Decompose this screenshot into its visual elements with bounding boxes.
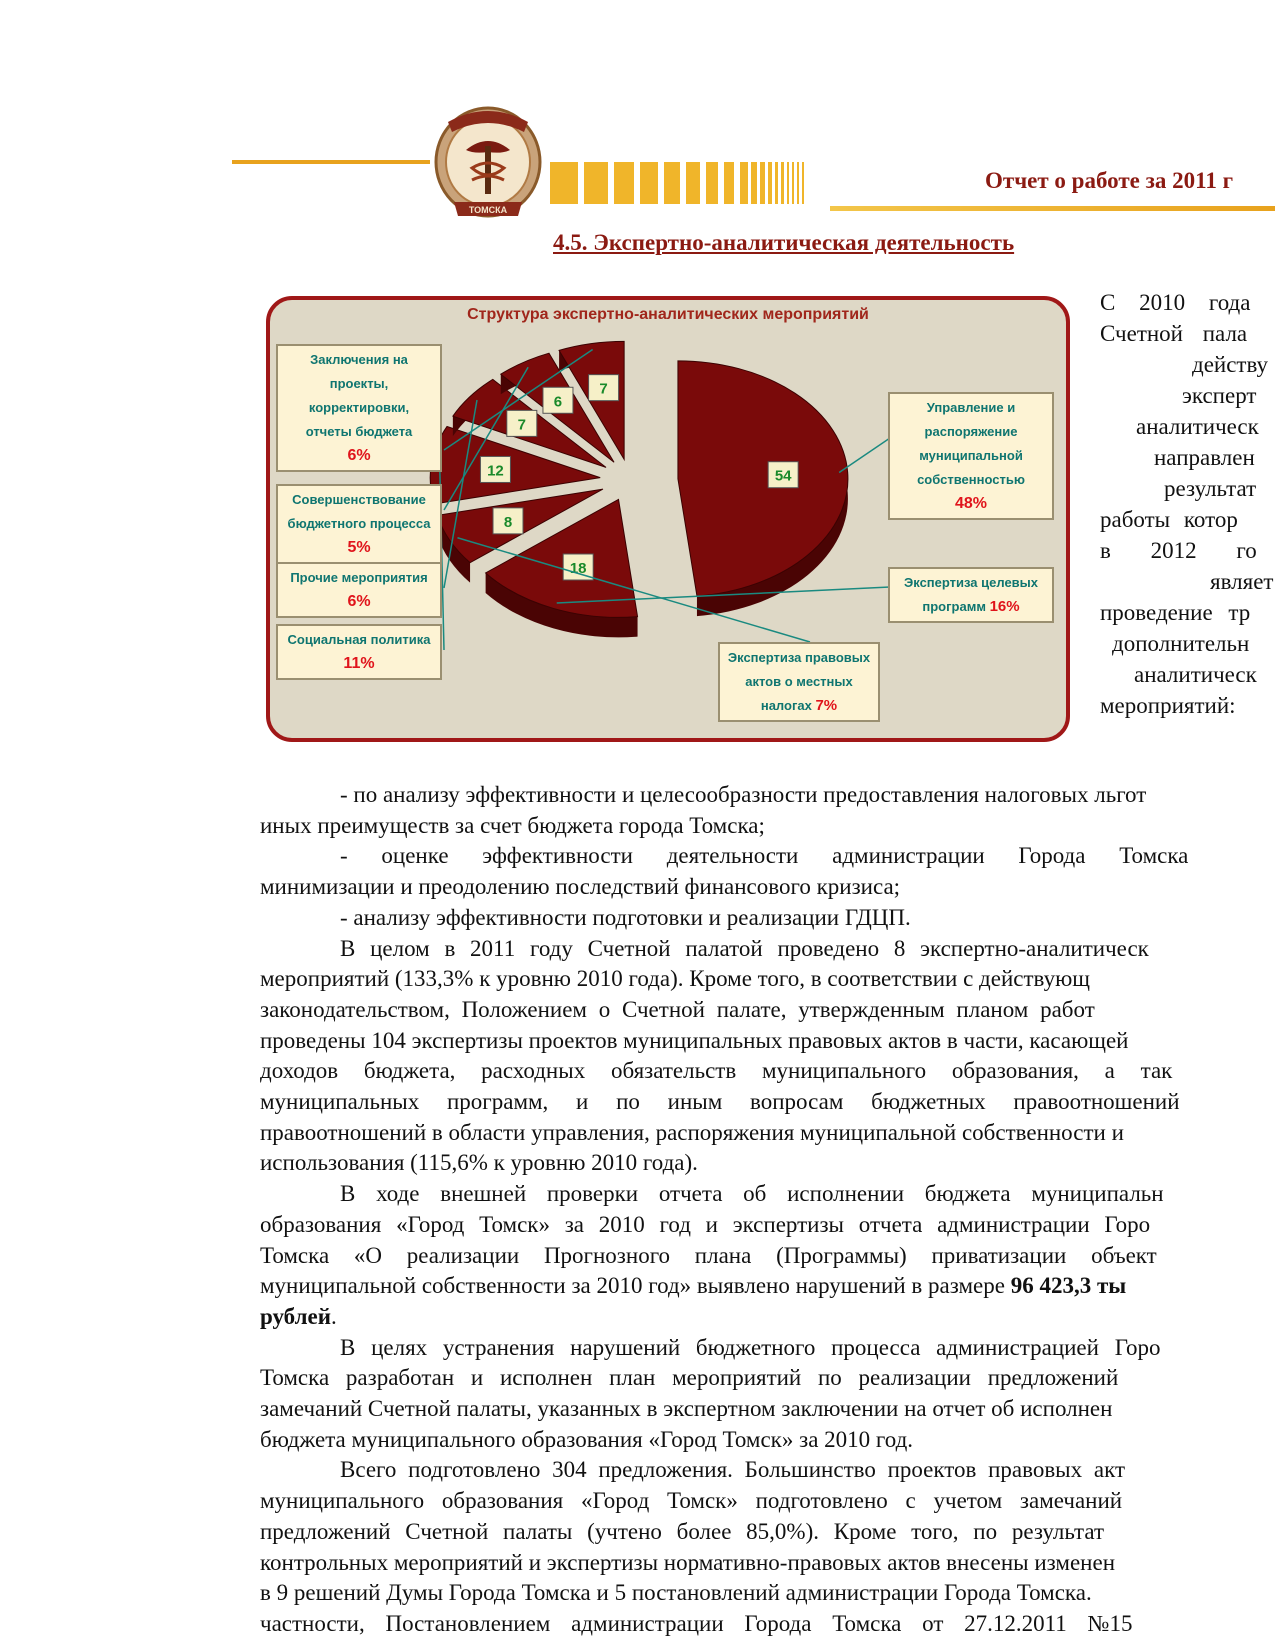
decor-bar [768,162,772,204]
emblem-icon [428,102,548,224]
text-line: иных преимуществ за счет бюджета города Томска; [260,812,765,838]
decor-bar [686,162,700,204]
value-label: 6 [553,393,563,411]
label-budget-conclusions [276,344,442,472]
label-line: отчеты бюджета [305,424,413,439]
label-line: Управление и [926,400,1016,415]
decor-bar [614,162,634,204]
label-line: программ [922,599,986,614]
label-line: распоряжение [924,424,1018,439]
text-line: бюджета муниципального образования «Город Томск» за 2010 год. [260,1426,914,1452]
text-line: работы котор [1100,507,1238,532]
text-line: использования (115,6% к уровню 2010 года). [260,1150,698,1176]
label-line: Экспертиза правовых [727,650,871,665]
text-line: дополнительн [1112,631,1250,656]
header-decor-bars [550,162,840,204]
label-line: Прочие мероприятия [290,570,428,585]
text-line: доходов бюджета, расходных обязательств муниципального образования, а так [260,1058,1173,1084]
pie-slice [678,361,848,616]
leader-line [839,438,890,473]
label-percent: 5% [347,539,371,556]
text-line: Томска «О реализации Прогнозного плана (Программы) приватизации объект [260,1242,1157,1268]
label-percent: 6% [347,593,371,610]
text-line: в 9 решений Думы Города Томска и 5 постановлений администрации Города Томска. [260,1580,1092,1606]
decor-bar [797,162,799,204]
text-line: аналитическ [1136,414,1259,439]
text-line: аналитическ [1134,662,1257,687]
text-line: в 2012 го [1100,538,1257,563]
label-line: корректировки, [308,400,410,415]
decor-bar [751,162,757,204]
header-rule-right [830,206,1275,211]
label-budget-process [276,484,442,564]
body-text [260,780,1275,1640]
svg-text:ТОМСКА: ТОМСКА [468,205,508,215]
label-line: Экспертиза целевых [903,575,1039,590]
decor-bar [781,162,784,204]
text-line: рублей. [260,1303,337,1329]
report-title: Отчет о работе за 2011 г [985,168,1234,193]
label-line: собственностью [917,472,1025,487]
text-line: С 2010 года [1100,290,1251,315]
text-line: В целях устранения нарушений бюджетного процесса администрацией Горо [340,1334,1161,1360]
header-rule-left [232,160,430,164]
text-line: предложений Счетной палаты (учтено более 85,0%). Кроме того, по результат [260,1518,1104,1544]
text-line: правоотношений в области управления, распоряжения муниципальной собственности и [260,1119,1124,1145]
label-target-programs [888,567,1054,623]
label-social-policy [276,624,442,680]
label-property-management [888,392,1054,520]
chart-title: Структура экспертно-аналитических мероприятий [467,306,869,323]
text-line: частности, Постановлением администрации Города Томска от 27.12.2011 №15 [260,1610,1133,1636]
violation-amount: 96 423,3 ты [1010,1273,1127,1299]
decor-bar [550,162,578,204]
decor-bar [792,162,794,204]
violation-unit: рублей [260,1303,331,1329]
label-percent: 11% [343,655,375,672]
decor-bar [740,162,748,204]
text-line: направлен [1154,445,1255,470]
label-percent: 6% [347,447,371,464]
text-line: проведены 104 экспертизы проектов муниципальных правовых актов в части, касающей [260,1027,1129,1053]
label-percent: 16% [989,598,1020,615]
label-percent: 7% [815,697,838,714]
decor-bar [775,162,778,204]
decor-bar [802,162,804,204]
text-line: являет [1210,569,1274,594]
text-line: - по анализу эффективности и целесообразности предоставления налоговых льгот [340,782,1147,807]
text-line: замечаний Счетной палаты, указанных в экспертном заключении на отчет об исполнен [260,1396,1113,1422]
label-line: Совершенствование [292,492,426,507]
text-line: мероприятий (133,3% к уровню 2010 года). Кроме того, в соответствии с действующ [260,966,1090,992]
label-line: проекты, [329,376,389,391]
label-other-events [276,562,442,618]
text-line: Томска разработан и исполнен план мероприятий по реализации предложений [260,1365,1119,1391]
text-line: В целом в 2011 году Счетной палатой проведено 8 экспертно-аналитическ [340,935,1149,961]
label-percent: 48% [954,495,988,512]
text-line: минимизации и преодолению последствий финансового кризиса; [260,874,901,900]
value-label: 18 [569,559,587,577]
label-line: Заключения на [310,352,408,367]
text-line: эксперт [1182,383,1257,408]
decor-bar [640,162,658,204]
text-line [260,1271,1275,1302]
chart-panel [266,296,1070,742]
text-line: действу [1192,352,1269,377]
value-label: 7 [517,416,526,434]
decor-bar [584,162,608,204]
label-line: муниципальной [919,448,1023,463]
text-line: - оценке эффективности деятельности администрации Города Томска [340,843,1189,869]
decor-bar [706,162,718,204]
text-line: муниципального образования «Город Томск» подготовлено с учетом замечаний [260,1488,1123,1514]
decor-bar [787,162,789,204]
value-label: 7 [599,380,608,398]
decor-bar [724,162,734,204]
label-line: бюджетного процесса [287,516,431,531]
text-line: Всего подготовлено 304 предложения. Большинство проектов правовых акт [340,1457,1126,1483]
text-line: В ходе внешней проверки отчета об исполнении бюджета муниципальн [340,1181,1164,1207]
text-line: муниципальных программ, и по иным вопросам бюджетных правоотношений [260,1089,1180,1115]
decor-bar [760,162,765,204]
value-label: 54 [774,467,792,485]
label-local-taxes [718,642,880,722]
text-line: законодательством, Положением о Счетной палате, утвержденным планом работ [260,996,1095,1022]
label-line: налогах [760,698,812,713]
text-line: мероприятий: [1100,693,1236,718]
text-line: результат [1164,476,1257,501]
text-span: муниципальной собственности за 2010 год» выявлено нарушений в размере [260,1273,1011,1299]
value-label: 12 [487,462,504,480]
side-paragraph [1100,287,1275,721]
text-line: контрольных мероприятий и экспертизы нормативно-правовых актов внесены изменен [260,1549,1115,1575]
value-label: 8 [503,513,513,531]
label-line: Социальная политика [287,632,431,647]
section-heading: 4.5. Экспертно-аналитическая деятельность [553,230,1015,255]
text-line: Счетной пала [1100,321,1248,346]
text-line: - анализу эффективности подготовки и реализации ГДЦП. [340,904,911,930]
text-line: образования «Город Томск» за 2010 год и экспертизы отчета администрации Горо [260,1211,1151,1237]
decor-bar [664,162,680,204]
text-line: проведение тр [1100,600,1251,625]
label-line: актов о местных [745,674,853,689]
